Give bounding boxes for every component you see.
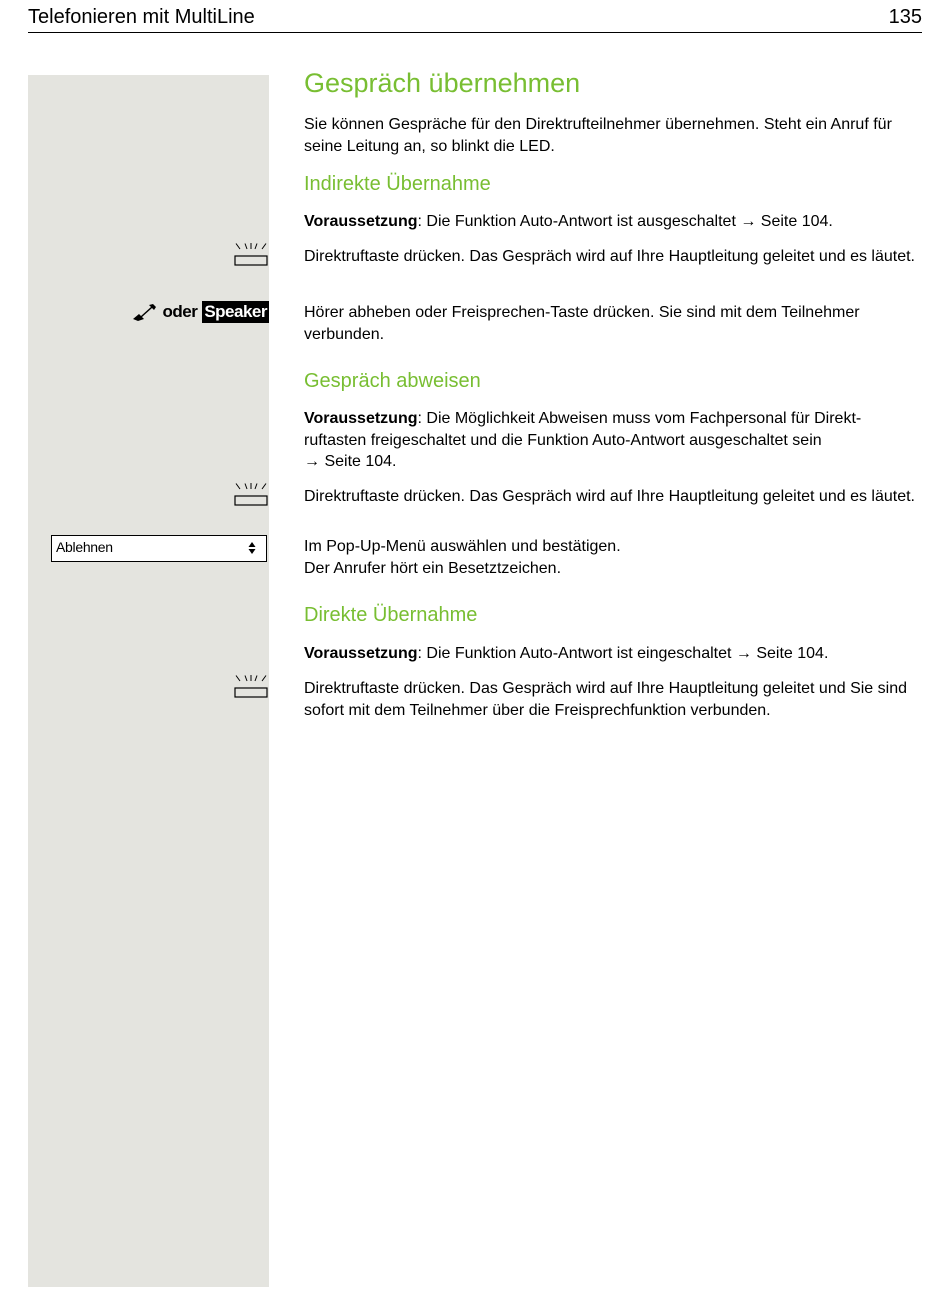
sidebar-panel bbox=[28, 75, 269, 1287]
handset-icon bbox=[131, 303, 157, 321]
page-heading: Gespräch übernehmen bbox=[304, 68, 581, 98]
lift-handset-or-speaker bbox=[131, 300, 269, 324]
blinking-key-icon bbox=[234, 675, 268, 699]
intro-paragraph: Sie können Gespräche für den Direktrufteilnehmer übernehmen. Steht ein Anruf für seine Leitung an, so blinkt die LED. bbox=[304, 116, 892, 155]
section-heading-indirect: Indirekte Übernahme bbox=[304, 173, 491, 195]
blinking-key-icon bbox=[234, 243, 268, 267]
step-press-direct-key: Direktruftaste drücken. Das Gespräch wird auf Ihre Hauptleitung geleitet und Sie sind sofort mit dem Teilnehmer über die Freisprechfunktion verbunden. bbox=[304, 680, 907, 719]
step-press-direct-key: Direktruftaste drücken. Das Gespräch wird auf Ihre Hauptleitung geleitet und es läutet. bbox=[304, 248, 915, 265]
section-heading-reject: Gespräch abweisen bbox=[304, 370, 481, 392]
blinking-key-icon bbox=[234, 483, 268, 507]
prerequisite-direct: Voraussetzung: Die Funktion Auto-Antwort ist eingeschaltet → Seite 104. bbox=[304, 645, 829, 662]
popup-option-label: Ablehnen bbox=[56, 539, 113, 555]
or-label: oder bbox=[162, 302, 198, 321]
header-rule bbox=[28, 32, 922, 33]
speaker-key[interactable]: Speaker bbox=[204, 302, 267, 321]
updown-arrows-icon bbox=[248, 541, 256, 555]
section-heading-direct: Direkte Übernahme bbox=[304, 604, 478, 626]
step-select-popup: Im Pop-Up-Menü auswählen und bestätigen. Der Anrufer hört ein Besetztzeichen. bbox=[304, 538, 621, 577]
running-header-title: Telefonieren mit MultiLine bbox=[28, 6, 255, 28]
page-number: 135 bbox=[888, 6, 922, 28]
popup-menu-reject[interactable] bbox=[51, 535, 267, 562]
step-lift-handset: Hörer abheben oder Freisprechen-Taste drücken. Sie sind mit dem Teilnehmer verbunden. bbox=[304, 304, 860, 343]
prerequisite-indirect: Voraussetzung: Die Funktion Auto-Antwort ist ausgeschaltet → Seite 104. bbox=[304, 213, 833, 230]
prerequisite-reject: Voraussetzung: Die Möglichkeit Abweisen muss vom Fachpersonal für Direkt- ruftasten freigeschaltet und die Funktion Auto-Antwort ausgeschaltet sein → Seite 104. bbox=[304, 410, 862, 470]
step-press-direct-key: Direktruftaste drücken. Das Gespräch wird auf Ihre Hauptleitung geleitet und es läutet. bbox=[304, 488, 915, 505]
